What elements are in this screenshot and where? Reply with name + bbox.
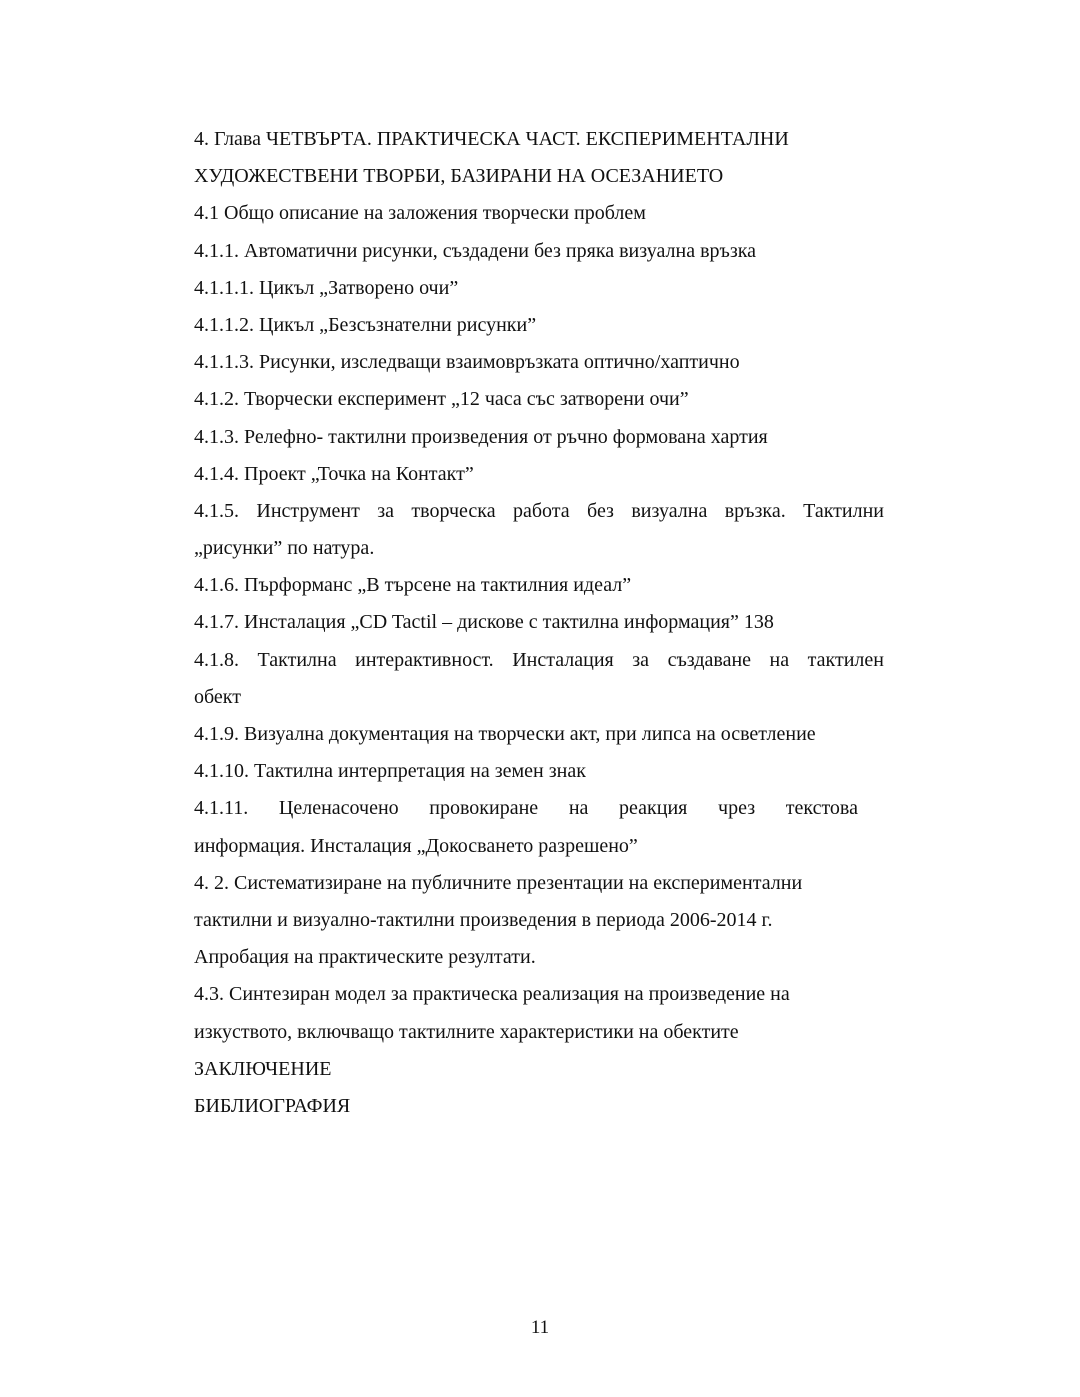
toc-entry: 4.1.11. Целенасочено провокиране на реакция чрез текстова (194, 797, 858, 820)
toc-entry-continued: Апробация на практическите резултати. (194, 946, 536, 969)
toc-entry: 4.1.2. Творчески експеримент „12 часа със затворени очи” (194, 388, 689, 411)
toc-entry-continued: изкуството, включващо тактилните характеристики на обектите (194, 1020, 739, 1043)
toc-entry: 4.1.1. Автоматични рисунки, създадени без пряка визуална връзка (194, 239, 757, 262)
toc-entry: 4.1.5. Инструмент за творческа работа без визуална връзка. Тактилни (194, 499, 884, 522)
page-number: 11 (530, 1317, 550, 1338)
toc-entry-bibliography: БИБЛИОГРАФИЯ (194, 1094, 351, 1117)
toc-entry: 4.1.9. Визуална документация на творчески акт, при липса на осветление (194, 723, 816, 745)
toc-chapter-heading: 4. Глава ЧЕТВЪРТА. ПРАКТИЧЕСКА ЧАСТ. ЕКСПЕРИМЕНТАЛНИ (194, 128, 789, 150)
toc-entry: 4.1.10. Тактилна интерпретация на земен знак (194, 760, 586, 783)
toc-entry: 4. 2. Систематизиране на публичните презентации на експериментални (194, 871, 803, 894)
toc-entry: 4.1.1.2. Цикъл „Безсъзнателни рисунки” (194, 313, 537, 336)
toc-entry: 4.1.1.3. Рисунки, изследващи взаимовръзката оптично/хаптично (194, 351, 740, 374)
toc-entry-continued: тактилни и визуално-тактилни произведения в периода 2006-2014 г. (194, 908, 773, 931)
toc-entry: 4.1.8. Тактилна интерактивност. Инсталация за създаване на тактилен (194, 648, 884, 671)
toc-entry: 4.1.4. Проект „Точка на Контакт” (194, 462, 474, 485)
toc-entry-continued: обект (194, 685, 241, 708)
toc-entry: 4.1.1.1. Цикъл „Затворено очи” (194, 276, 459, 299)
toc-entry: 4.1.6. Пърформанс „В търсене на тактилния идеал” (194, 574, 632, 597)
toc-entry: 4.3. Синтезиран модел за практическа реализация на произведение на (194, 983, 790, 1006)
toc-entry: 4.1.3. Релефно- тактилни произведения от ръчно формована хартия (194, 425, 768, 448)
toc-chapter-heading-continued: ХУДОЖЕСТВЕНИ ТВОРБИ, БАЗИРАНИ НА ОСЕЗАНИЕТО (194, 165, 724, 188)
table-of-contents (194, 121, 884, 1125)
toc-entry: 4.1 Общо описание на заложения творчески проблем (194, 202, 646, 225)
toc-entry-continued: „рисунки” по натура. (194, 537, 375, 560)
toc-entry-continued: информация. Инсталация „Докосването разрешено” (194, 834, 638, 857)
toc-entry-conclusion: ЗАКЛЮЧЕНИЕ (194, 1057, 332, 1080)
toc-entry: 4.1.7. Инсталация „CD Tactil – дискове с тактилна информация” 138 (194, 611, 774, 634)
